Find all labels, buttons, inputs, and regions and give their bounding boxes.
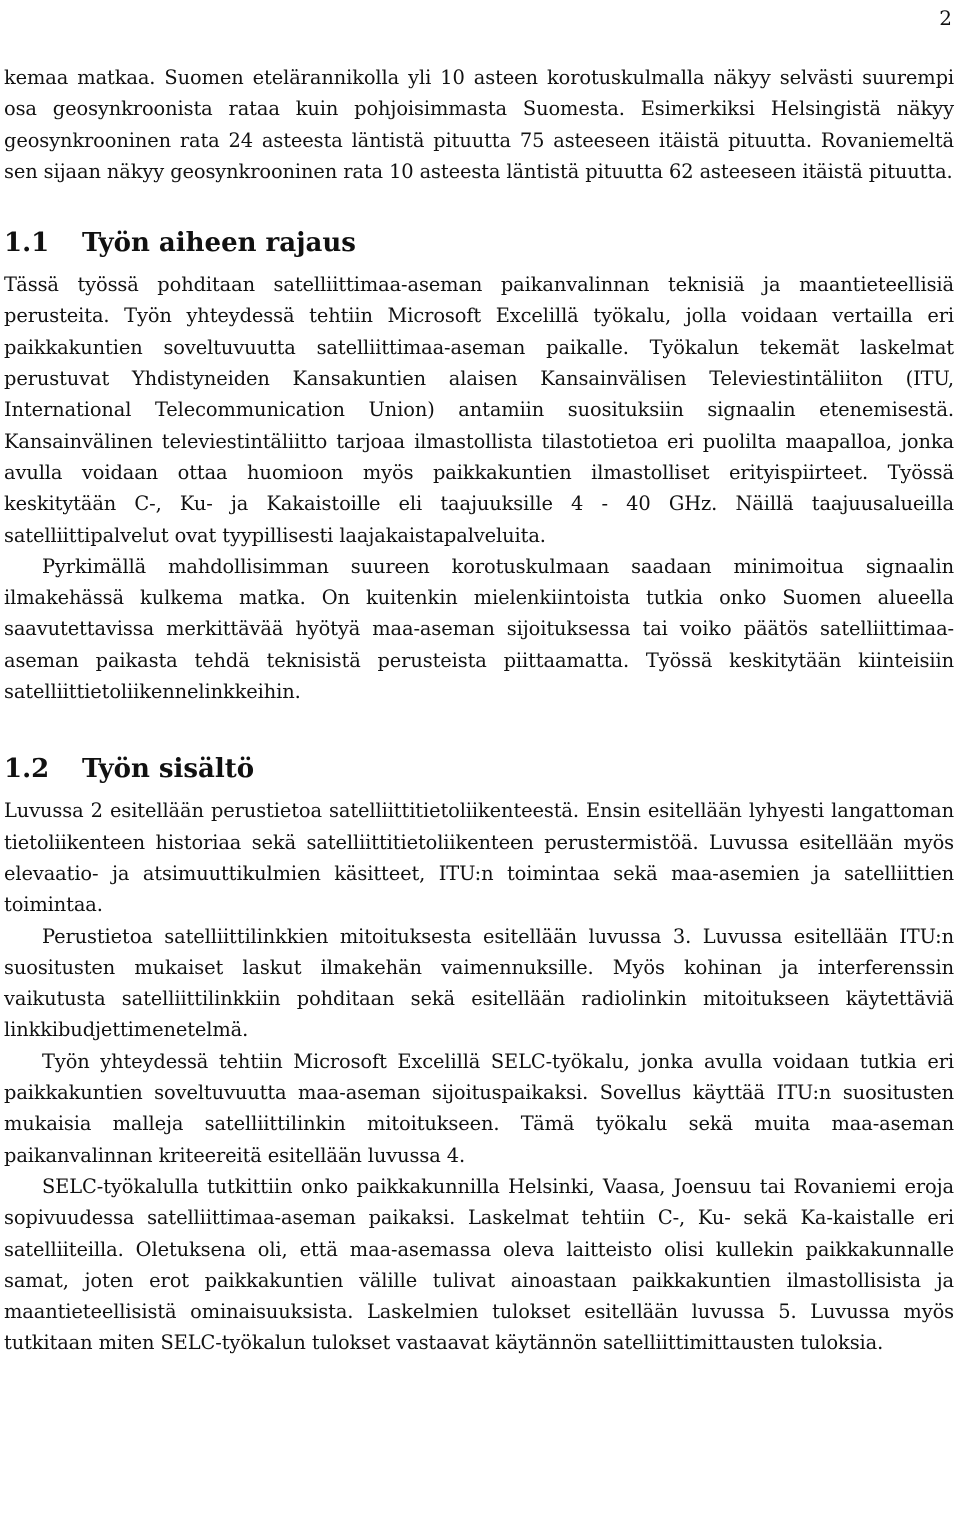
paragraph: Tässä työssä pohditaan satelliittimaa-aseman paikanvalinnan teknisiä ja maantieteellisiä perusteita. Työn yhteydessä tehtiin Microsoft Excelillä työkalu, jolla voidaan vertailla eri paikkakuntien soveltuvuutta satelliittimaa-aseman paikalle. Työkalun tekemät laskelmat perustuvat Yhdistyneiden Kansakuntien alaisen Kansainvälisen Televiestintäliiton (ITU, International Telecommunication Union) antamiin suosituksiin signaalin etenemisestä. Kansainvälinen televiestintäliitto tarjoaa ilmastollista tilastotietoa eri puolilta maapalloa, jonka avulla voidaan ottaa huomioon myös paikkakuntien ilmastolliset erityispiirteet. Työssä keskitytään C-, Ku- ja Kakaistoille eli taajuuksille 4 - 40 GHz. Näillä taajuusalueilla satelliittipalvelut ovat tyypillisesti laajakaistapalveluita. (4, 273, 954, 547)
section-title: Työn aiheen rajaus (82, 228, 356, 259)
intro-paragraph: kemaa matkaa. Suomen etelärannikolla yli 10 asteen korotuskulmalla näkyy selvästi suurempi osa geosynkroonista rataa kuin pohjoisimmasta Suomesta. Esimerkiksi Helsingistä näkyy geosynkrooninen rata 24 asteesta läntistä pituutta 75 asteeseen itäistä pituutta. Rovaniemeltä sen sijaan näkyy geosynkrooninen rata 10 asteesta läntistä pituutta 62 asteeseen itäistä pituutta. (4, 66, 954, 183)
paragraph: Perustietoa satelliittilinkkien mitoituksesta esitellään luvussa 3. Luvussa esitellään ITU:n suositusten mukaiset laskut ilmakehän vaimennuksille. Myös kohinan ja interferenssin vaikutusta satelliittilinkkiin pohditaan sekä esitellään radiolinkin mitoitukseen käytettäviä linkkibudjettimenetelmä. (4, 924, 954, 1042)
section-number: 1.1 (4, 228, 50, 259)
section-number: 1.2 (4, 754, 50, 785)
paragraph: SELC-työkalulla tutkittiin onko paikkakunnilla Helsinki, Vaasa, Joensuu tai Rovaniemi eroja sopivuudessa satelliittimaa-aseman paikaksi. Laskelmat tehtiin C-, Ku- sekä Ka-kaistalle eri satelliiteilla. Oletuksena oli, että maa-asemassa oleva laitteisto olisi kullekin paikkakunnalle samat, joten erot paikkakuntien välille tulivat ainoastaan paikkakuntien ilmastollisista ja maantieteellisistä ominaisuuksista. Laskelmien tulokset esitellään luvussa 5. Luvussa myös tutkitaan miten SELC-työkalun tulokset vastaavat käytännön satelliittimittausten tuloksia. (4, 1174, 954, 1355)
page-number: 2 (939, 6, 952, 30)
section-title: Työn sisältö (82, 754, 255, 785)
paragraph: Pyrkimällä mahdollisimman suureen korotuskulmaan saadaan minimoitua signaalin ilmakehässä kulkema matka. On kuitenkin mielenkiintoista tutkia onko Suomen alueella saavutettavissa merkittävää hyötyä maa-aseman sijoituksessa tai voiko päätös satelliittimaa-aseman paikasta tehdä teknisistä perusteista piittaamatta. Työssä keskitytään kiinteisiin satelliittietoliikennelinkkeihin. (4, 554, 954, 704)
paragraph: Työn yhteydessä tehtiin Microsoft Excelillä SELC-työkalu, jonka avulla voidaan tutkia eri paikkakuntien soveltuvuutta maa-aseman sijoituspaikaksi. Sovellus käyttää ITU:n suositusten mukaisia malleja satelliittilinkin mitoitukseen. Tämä työkalu sekä muita maa-aseman paikanvalinnan kriteereitä esitellään luvussa 4. (4, 1049, 954, 1167)
section-heading-1-2 (4, 753, 954, 785)
paragraph: Luvussa 2 esitellään perustietoa satelliittitietoliikenteestä. Ensin esitellään lyhyesti langattoman tietoliikenteen historiaa sekä satelliittitietoliikenteen perustermistöä. Luvussa esitellään myös elevaatio- ja atsimuuttikulmien käsitteet, ITU:n toimintaa sekä maa-asemien ja satelliittien toimintaa. (4, 799, 954, 917)
page-content (4, 62, 954, 1359)
section-heading-1-1 (4, 227, 954, 259)
